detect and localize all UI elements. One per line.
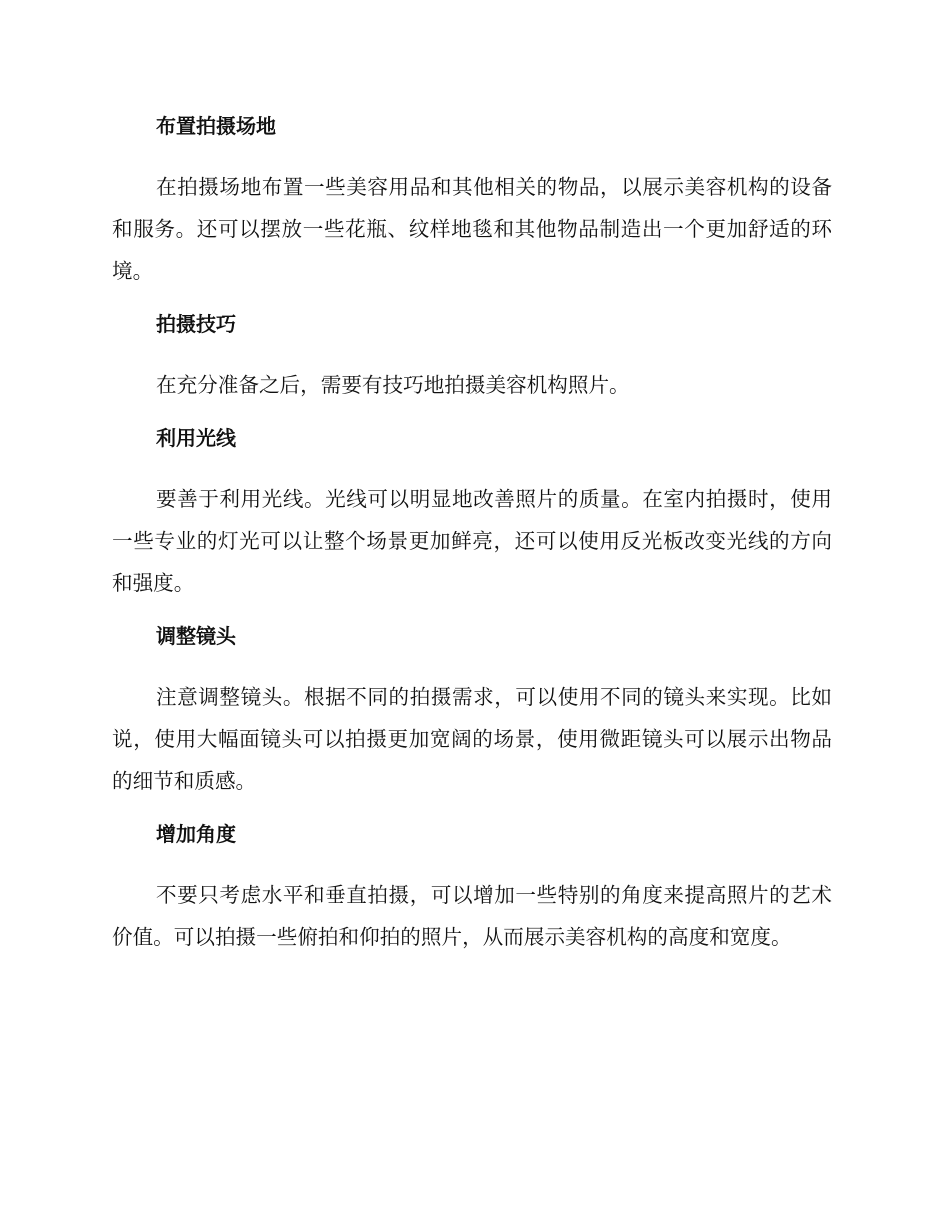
section-add-angles: [112, 819, 832, 958]
section-use-lighting: [112, 423, 832, 604]
section-paragraph: 在拍摄场地布置一些美容用品和其他相关的物品，以展示美容机构的设备和服务。还可以摆放一些花瓶、纹样地毯和其他物品制造出一个更加舒适的环境。: [112, 175, 832, 283]
section-heading: 布置拍摄场地: [156, 114, 276, 138]
section-venue-setup: [112, 111, 832, 292]
section-shooting-techniques: [112, 309, 832, 406]
section-heading: 利用光线: [156, 426, 236, 450]
section-paragraph: 在充分准备之后，需要有技巧地拍摄美容机构照片。: [156, 373, 630, 397]
section-heading: 拍摄技巧: [156, 312, 236, 336]
section-paragraph: 注意调整镜头。根据不同的拍摄需求，可以使用不同的镜头来实现。比如说，使用大幅面镜头可以拍摄更加宽阔的场景，使用微距镜头可以展示出物品的细节和质感。: [112, 685, 832, 793]
section-paragraph: 不要只考虑水平和垂直拍摄，可以增加一些特别的角度来提高照片的艺术价值。可以拍摄一些俯拍和仰拍的照片，从而展示美容机构的高度和宽度。: [112, 883, 832, 949]
section-heading: 调整镜头: [156, 624, 236, 648]
section-heading: 增加角度: [156, 822, 236, 846]
section-paragraph: 要善于利用光线。光线可以明显地改善照片的质量。在室内拍摄时，使用一些专业的灯光可以让整个场景更加鲜亮，还可以使用反光板改变光线的方向和强度。: [112, 487, 832, 595]
section-adjust-lens: [112, 621, 832, 802]
document-body: [112, 111, 832, 958]
